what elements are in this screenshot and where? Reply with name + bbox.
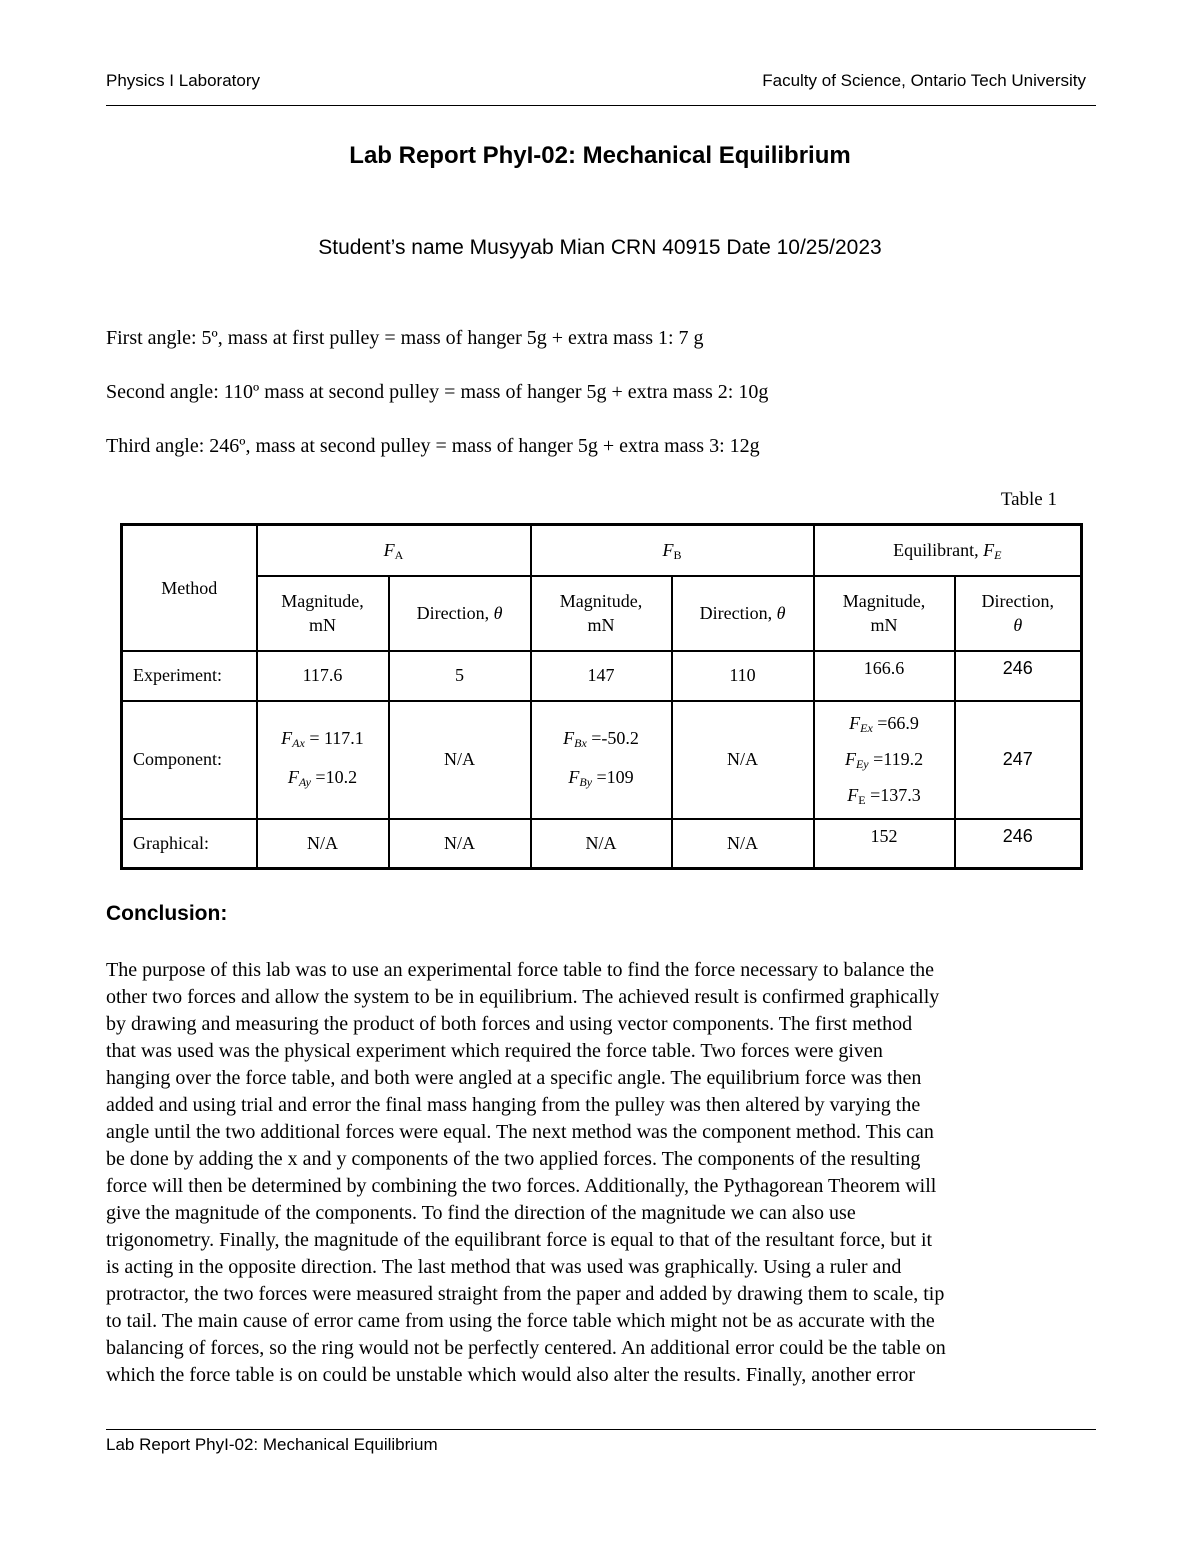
conclusion-line: trigonometry. Finally, the magnitude of the equilibrant force is equal to that of the resultant force, but it <box>106 1229 933 1251</box>
component-fa-values: FAx = 117.1 FAy =10.2 <box>257 701 389 819</box>
conclusion-line: by drawing and measuring the product of both forces and using vector components. The first method <box>106 1013 913 1035</box>
page-title: Lab Report PhyI-02: Mechanical Equilibrium <box>349 142 851 169</box>
conclusion-line: hanging over the force table, and both were angled at a specific angle. The equilibrium force was then <box>106 1067 922 1089</box>
results-table <box>120 523 1083 870</box>
component-fe-direction: 247 <box>955 701 1082 819</box>
graphical-fa-magnitude: N/A <box>257 819 389 869</box>
fa-direction-header: Direction, θ <box>389 576 531 651</box>
fa-magnitude-header: Magnitude, mN <box>257 576 389 651</box>
experiment-fe-direction: 246 <box>955 651 1082 701</box>
conclusion-line: added and using trial and error the final mass hanging from the pulley was then altered by varying the <box>106 1094 921 1116</box>
experiment-fa-direction: 5 <box>389 651 531 701</box>
conclusion-line: angle until the two additional forces were equal. The next method was the component method. This can <box>106 1121 934 1143</box>
component-label: Component: <box>122 701 257 819</box>
graphical-fe-magnitude: 152 <box>814 819 955 869</box>
fe-magnitude-header: Magnitude, mN <box>814 576 955 651</box>
table-caption: Table 1 <box>1000 489 1057 510</box>
conclusion-line: The purpose of this lab was to use an experimental force table to find the force necessary to balance the <box>106 959 935 981</box>
first-angle-line: First angle: 5º, mass at first pulley = mass of hanger 5g + extra mass 1: 7 g <box>106 327 704 349</box>
graphical-fb-direction: N/A <box>672 819 814 869</box>
conclusion-line: protractor, the two forces were measured straight from the paper and added by drawing them to scale, tip <box>106 1283 945 1305</box>
student-info: Student’s name Musyyab Mian CRN 40915 Date 10/25/2023 <box>318 236 882 259</box>
graphical-label: Graphical: <box>122 819 257 869</box>
conclusion-line: give the magnitude of the components. To find the direction of the magnitude we can also use <box>106 1202 856 1224</box>
experiment-fb-magnitude: 147 <box>531 651 672 701</box>
fb-magnitude-header: Magnitude, mN <box>531 576 672 651</box>
conclusion-line: other two forces and allow the system to be in equilibrium. The achieved result is confirmed graphically <box>106 986 940 1008</box>
conclusion-line: to tail. The main cause of error came from using the force table which might not be as accurate with the <box>106 1310 935 1332</box>
conclusion-line: be done by adding the x and y components of the two applied forces. The components of the resulting <box>106 1148 921 1170</box>
conclusion-line: that was used was the physical experiment which required the force table. Two forces were given <box>106 1040 883 1062</box>
table-subheader-row <box>122 576 1082 651</box>
component-fb-direction: N/A <box>672 701 814 819</box>
fa-header: $F_A$ <box>257 525 531 576</box>
footer-divider <box>106 1429 1096 1430</box>
header-divider <box>106 105 1096 106</box>
header-course: Physics I Laboratory <box>106 71 261 90</box>
method-header: Method <box>122 525 257 651</box>
experiment-fb-direction: 110 <box>672 651 814 701</box>
conclusion-line: which the force table is on could be unstable which would also alter the results. Finally, another error <box>106 1364 916 1386</box>
component-fa-direction: N/A <box>389 701 531 819</box>
experiment-row <box>122 651 1082 701</box>
experiment-label: Experiment: <box>122 651 257 701</box>
footer-title: Lab Report PhyI-02: Mechanical Equilibrium <box>106 1435 438 1454</box>
graphical-fb-magnitude: N/A <box>531 819 672 869</box>
component-fb-values: FBx =-50.2 FBy =109 <box>531 701 672 819</box>
fb-header: $F_B$ <box>531 525 814 576</box>
header-faculty: Faculty of Science, Ontario Tech University <box>762 71 1086 90</box>
conclusion-line: force will then be determined by combining the two forces. Additionally, the Pythagorean Theorem will <box>106 1175 937 1197</box>
graphical-row <box>122 819 1082 869</box>
conclusion-line: balancing of forces, so the ring would not be perfectly centered. An additional error could be the table on <box>106 1337 946 1359</box>
fe-header: Equilibrant, FE <box>814 525 1082 576</box>
experiment-fe-magnitude: 166.6 <box>814 651 955 701</box>
fb-direction-header: Direction, θ <box>672 576 814 651</box>
table-group-header-row <box>122 525 1082 576</box>
second-angle-line: Second angle: 110º mass at second pulley = mass of hanger 5g + extra mass 2: 10g <box>106 381 769 403</box>
conclusion-paragraph <box>106 957 1102 1389</box>
graphical-fa-direction: N/A <box>389 819 531 869</box>
conclusion-heading: Conclusion: <box>106 902 228 925</box>
component-row <box>122 701 1082 819</box>
conclusion-line: is acting in the opposite direction. The last method that was used was graphically. Using a ruler and <box>106 1256 902 1278</box>
fe-direction-header: Direction, θ <box>955 576 1082 651</box>
experiment-fa-magnitude: 117.6 <box>257 651 389 701</box>
graphical-fe-direction: 246 <box>955 819 1082 869</box>
component-fe-values: FEx =66.9 FEy =119.2 $F_E =137.3$ <box>814 701 955 819</box>
third-angle-line: Third angle: 246º, mass at second pulley = mass of hanger 5g + extra mass 3: 12g <box>106 435 760 457</box>
